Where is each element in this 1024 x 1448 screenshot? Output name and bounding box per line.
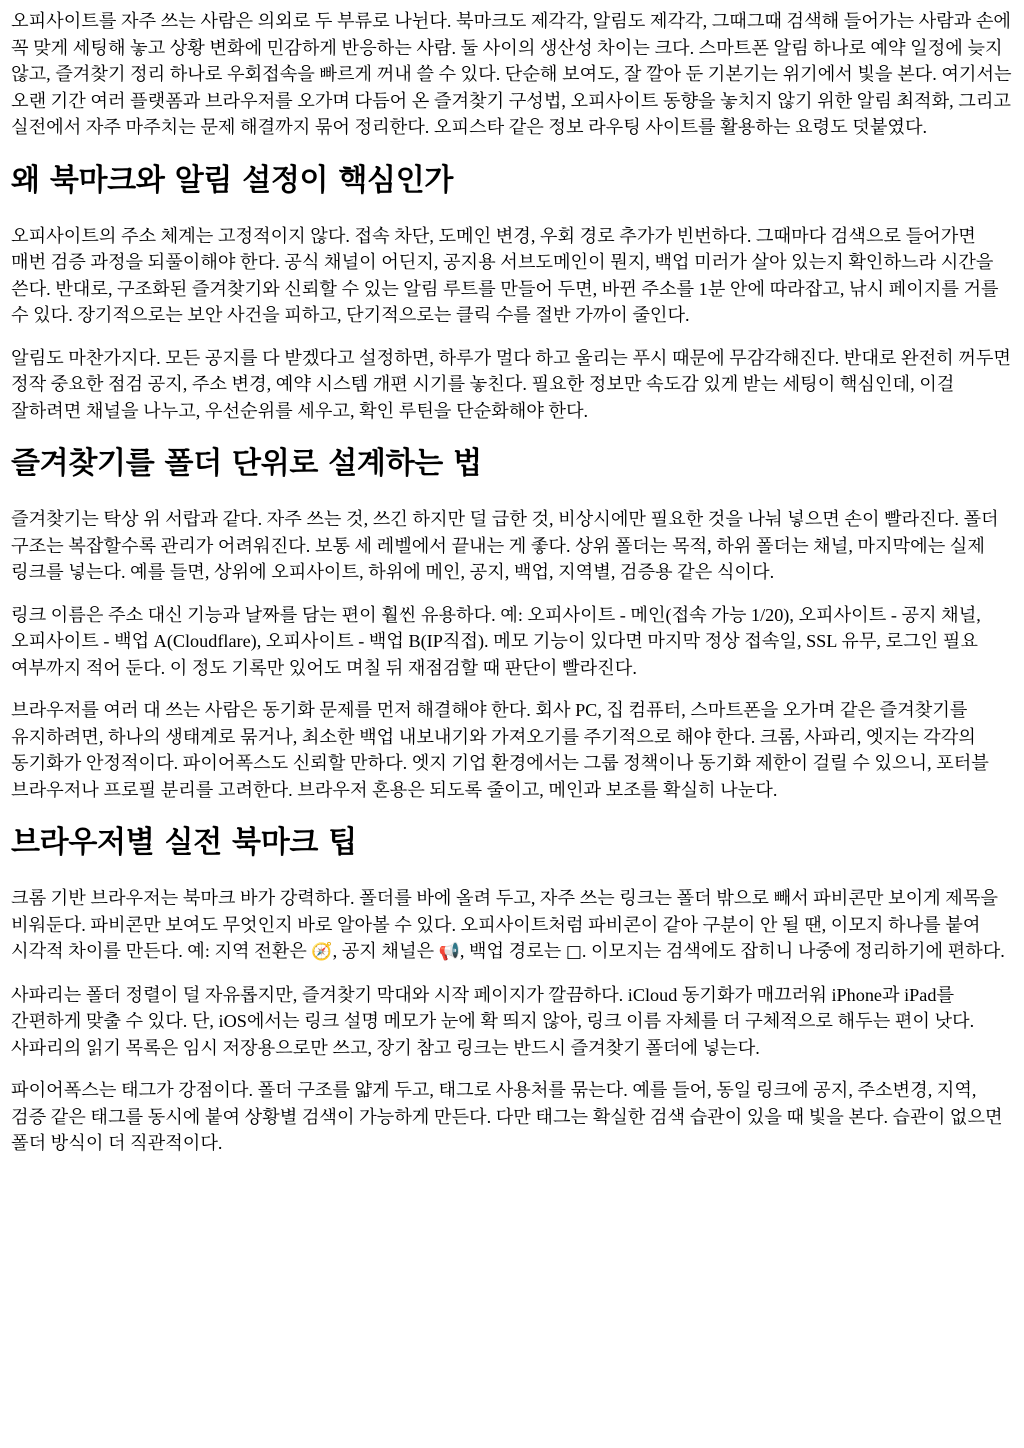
text-segment: 크롬 기반 브라우저는 북마크 바가 강력하다. 폴더를 바에 올려 두고, 자주 쓰는 링크는 폴더 밖으로 빼서 파비콘만 보이게 제목을 비워둔다. 파비콘만 보여도 무엇인지 바로 알아볼 수 있다. 오피사이트처럼 파비콘이 같아 구분이 안 될 땐, 이모지 하나를 붙여 시각적 차이를 만든다. 예: 지역 전환은 — [11, 888, 998, 961]
paragraph: 링크 이름은 주소 대신 기능과 날짜를 담는 편이 훨씬 유용하다. 예: 오피사이트 - 메인(접속 가능 1/20), 오피사이트 - 공지 채널, 오피사이트 - 백업 A(Cloudflare), 오피사이트 - 백업 B(IP직접). 메모 기능이 있다면 마지막 정상 접속일, SSL 유무, 로그인 필요 여부까지 적어 둔다. 이 정도 기록만 있어도 며칠 뒤 재점검할 때 판단이 빨라진다. — [11, 604, 981, 678]
megaphone-icon: 📢 — [438, 942, 460, 962]
backup-icon: □ — [565, 942, 582, 962]
paragraph: 사파리는 폴더 정렬이 덜 자유롭지만, 즐겨찾기 막대와 시작 페이지가 깔끔하다. iCloud 동기화가 매끄러워 iPhone과 iPad를 간편하게 맞출 수 있다. 단, iOS에서는 링크 설명 메모가 눈에 확 띄지 않아, 링크 이름 자체를 더 구체적으로 해두는 편이 낫다. 사파리의 읽기 목록은 임시 저장용으로만 쓰고, 장기 참고 링크는 반드시 즐겨찾기 폴더에 넣는다. — [11, 984, 975, 1058]
text-segment: . 이모지는 검색에도 잡히니 나중에 정리하기에 편하다. — [581, 941, 1005, 961]
text-segment: , 백업 경로는 — [459, 941, 566, 961]
section-heading-browser-tips: 브라우저별 실전 북마크 팁 — [11, 825, 357, 860]
compass-icon: 🧭 — [311, 942, 333, 962]
paragraph: 파이어폭스는 태그가 강점이다. 폴더 구조를 얇게 두고, 태그로 사용처를 묶는다. 예를 들어, 동일 링크에 공지, 주소변경, 지역, 검증 같은 태그를 동시에 붙여 상황별 검색이 가능하게 만든다. 다만 태그는 확실한 검색 습관이 있을 때 빛을 본다. 습관이 없으면 폴더 방식이 더 직관적이다. — [11, 1080, 1003, 1153]
paragraph: 오피사이트의 주소 체계는 고정적이지 않다. 접속 차단, 도메인 변경, 우회 경로 추가가 빈번하다. 그때마다 검색으로 들어가면 매번 검증 과정을 되풀이해야 한다. 공식 채널이 어딘지, 공지용 서브도메인이 뭔지, 백업 미러가 살아 있는지 확인하느라 시간을 쓴다. 반대로, 구조화된 즐겨찾기와 신뢰할 수 있는 알림 루트를 만들어 두면, 바뀐 주소를 1분 안에 따라잡고, 낚시 페이지를 거를 수 있다. 장기적으로는 보안 사건을 피하고, 단기적으로는 클릭 수를 절반 가까이 줄인다. — [11, 225, 999, 325]
text-segment: , 공지 채널은 — [332, 941, 439, 961]
section-heading-folder-design: 즐겨찾기를 폴더 단위로 설계하는 법 — [11, 446, 482, 481]
paragraph: 알림도 마찬가지다. 모든 공지를 다 받겠다고 설정하면, 하루가 멀다 하고 울리는 푸시 때문에 무감각해진다. 반대로 완전히 꺼두면 정작 중요한 점검 공지, 주소 변경, 예약 시스템 개편 시기를 놓친다. 필요한 정보만 속도감 있게 받는 세팅이 핵심인데, 이걸 잘하려면 채널을 나누고, 우선순위를 세우고, 확인 루틴을 단순화해야 한다. — [11, 347, 1011, 421]
paragraph: 브라우저를 여러 대 쓰는 사람은 동기화 문제를 먼저 해결해야 한다. 회사 PC, 집 컴퓨터, 스마트폰을 오가며 같은 즐겨찾기를 유지하려면, 하나의 생태계로 묶거나, 최소한 백업 내보내기와 가져오기를 주기적으로 해야 한다. 크롬, 사파리, 엣지는 각각의 동기화가 안정적이다. 파이어폭스도 신뢰할 만하다. 엣지 기업 환경에서는 그룹 정책이나 동기화 제한이 걸릴 수 있으니, 포터블 브라우저나 프로필 분리를 고려한다. 브라우저 혼용은 되도록 줄이고, 메인과 보조를 확실히 나눈다. — [11, 700, 989, 800]
paragraph: 즐겨찾기는 탁상 위 서랍과 같다. 자주 쓰는 것, 쓰긴 하지만 덜 급한 것, 비상시에만 필요한 것을 나눠 넣으면 손이 빨라진다. 폴더 구조는 복잡할수록 관리가 어려워진다. 보통 세 레벨에서 끝내는 게 좋다. 상위 폴더는 목적, 하위 폴더는 채널, 마지막에는 실제 링크를 넣는다. 예를 들면, 상위에 오피사이트, 하위에 메인, 공지, 백업, 지역별, 검증용 같은 식이다. — [11, 509, 999, 582]
paragraph-chrome-tips — [11, 885, 1014, 966]
section-heading-why-bookmarks: 왜 북마크와 알림 설정이 핵심인가 — [11, 162, 454, 198]
intro-paragraph: 오피사이트를 자주 쓰는 사람은 의외로 두 부류로 나뉜다. 북마크도 제각각, 알림도 제각각, 그때그때 검색해 들어가는 사람과 손에 꼭 맞게 세팅해 놓고 상황 변화에 민감하게 반응하는 사람. 둘 사이의 생산성 차이는 크다. 스마트폰 알림 하나로 예약 일정에 늦지 않고, 즐겨찾기 정리 하나로 우회접속을 빠르게 꺼내 쓸 수 있다. 단순해 보여도, 잘 깔아 둔 기본기는 위기에서 빛을 본다. 여기서는 오랜 기간 여러 플랫폼과 브라우저를 오가며 다듬어 온 즐겨찾기 구성법, 오피사이트 동향을 놓치지 않기 위한 알림 최적화, 그리고 실전에서 자주 마주치는 문제 해결까지 묶어 정리한다. 오피스타 같은 정보 라우팅 사이트를 활용하는 요령도 덧붙였다. — [11, 11, 1012, 137]
